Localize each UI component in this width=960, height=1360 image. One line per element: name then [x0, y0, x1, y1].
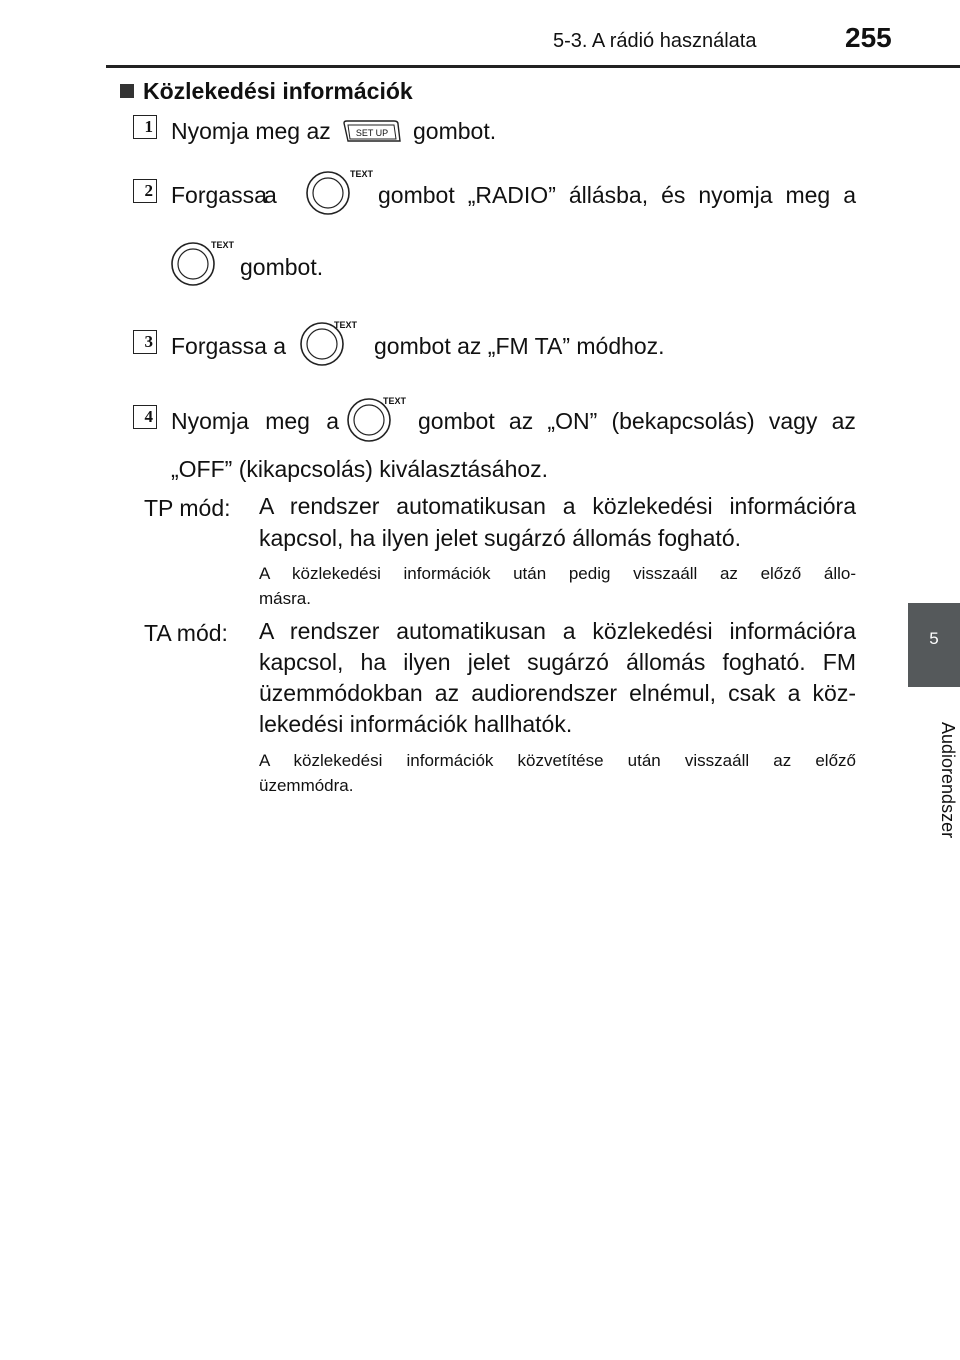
chapter-tab-number: 5 [929, 629, 939, 648]
step-1-text-after: gombot. [413, 118, 497, 144]
step-2-word: a [264, 182, 277, 208]
header-rule [106, 65, 960, 68]
step-1-text-before: Nyomja meg az [171, 118, 331, 144]
step-badge-1: 1 [133, 115, 157, 139]
knob-label: TEXT [383, 396, 407, 406]
tp-mode-note-line: másra. [259, 589, 311, 608]
page-number: 255 [845, 22, 892, 53]
step-4-word: Nyomja [171, 408, 249, 434]
step-4-word: meg [265, 408, 310, 434]
step-2-word: meg [785, 182, 831, 208]
step-badge-4: 4 [133, 405, 157, 429]
step-2-word: a [843, 182, 856, 208]
tp-mode-text-line: A rendszer automatikusan a közlekedési információra [259, 493, 856, 519]
step-4-line-2: „OFF” (kikapcsolás) kiválasztásához. [171, 456, 549, 482]
ta-mode-note-line: üzemmódra. [259, 776, 354, 795]
text-knob-icon [345, 392, 407, 444]
tp-mode-text-line: kapcsol, ha ilyen jelet sugárzó állomás fogható. [259, 525, 742, 551]
step-2-word: gombot [378, 182, 455, 208]
step-2-word: Forgassa [171, 182, 267, 208]
step-badge-3: 3 [133, 330, 157, 354]
step-2-line-2: gombot. [240, 254, 324, 280]
step-badge-2: 2 [133, 179, 157, 203]
tp-mode-label: TP mód: [144, 495, 231, 521]
running-header-section-title: 5-3. A rádió használata [553, 30, 757, 52]
ta-mode-text-line: A rendszer automatikusan a közlekedési információra [259, 618, 856, 644]
tp-mode-note-line: A közlekedési információk után pedig visszaáll az előző állo- [259, 564, 856, 583]
step-2-word: és [661, 182, 686, 208]
step-3-text-after: gombot az „FM TA” módhoz. [374, 333, 665, 359]
step-2-word: állásba, [568, 182, 649, 208]
text-knob-icon [298, 316, 360, 368]
step-4-word: (bekapcsolás) [611, 408, 755, 434]
knob-label: TEXT [350, 169, 374, 179]
ta-mode-text-line: üzemmódokban az audiorendszer elnémul, csak a köz- [259, 680, 856, 706]
chapter-tab [908, 603, 960, 687]
step-4-word: „ON” [547, 408, 598, 434]
step-4-line-1-rest [418, 408, 856, 435]
knob-label: TEXT [334, 320, 358, 330]
ta-mode-text-line: kapcsol, ha ilyen jelet sugárzó állomás fogható. FM [259, 649, 856, 675]
step-2-word: „RADIO” [467, 182, 556, 208]
section-heading-text: Közlekedési információk [143, 78, 413, 104]
ta-mode-note-line: A közlekedési információk közvetítése után visszaáll az előző [259, 751, 856, 770]
setup-button-icon [342, 117, 402, 145]
ta-mode-text-line: lekedési információk hallhatók. [259, 711, 573, 737]
step-4-word: az [831, 408, 856, 434]
step-4-word: a [326, 408, 339, 434]
text-knob-icon [304, 165, 374, 217]
step-4-line-1-start [171, 408, 339, 435]
chapter-tab-label: Audiorendszer [938, 721, 958, 839]
text-knob-icon [169, 236, 235, 288]
step-4-word: gombot [418, 408, 495, 434]
section-heading [120, 78, 413, 105]
step-2-line-1-rest [378, 182, 856, 209]
knob-label: TEXT [211, 240, 235, 250]
step-2-word: nyomja [698, 182, 773, 208]
ta-mode-label: TA mód: [144, 620, 228, 646]
heading-square-icon [120, 84, 134, 98]
step-4-word: vagy [768, 408, 818, 434]
setup-button-label: SET UP [355, 128, 389, 138]
step-3-text-before: Forgassa a [171, 333, 287, 359]
step-4-word: az [508, 408, 534, 434]
